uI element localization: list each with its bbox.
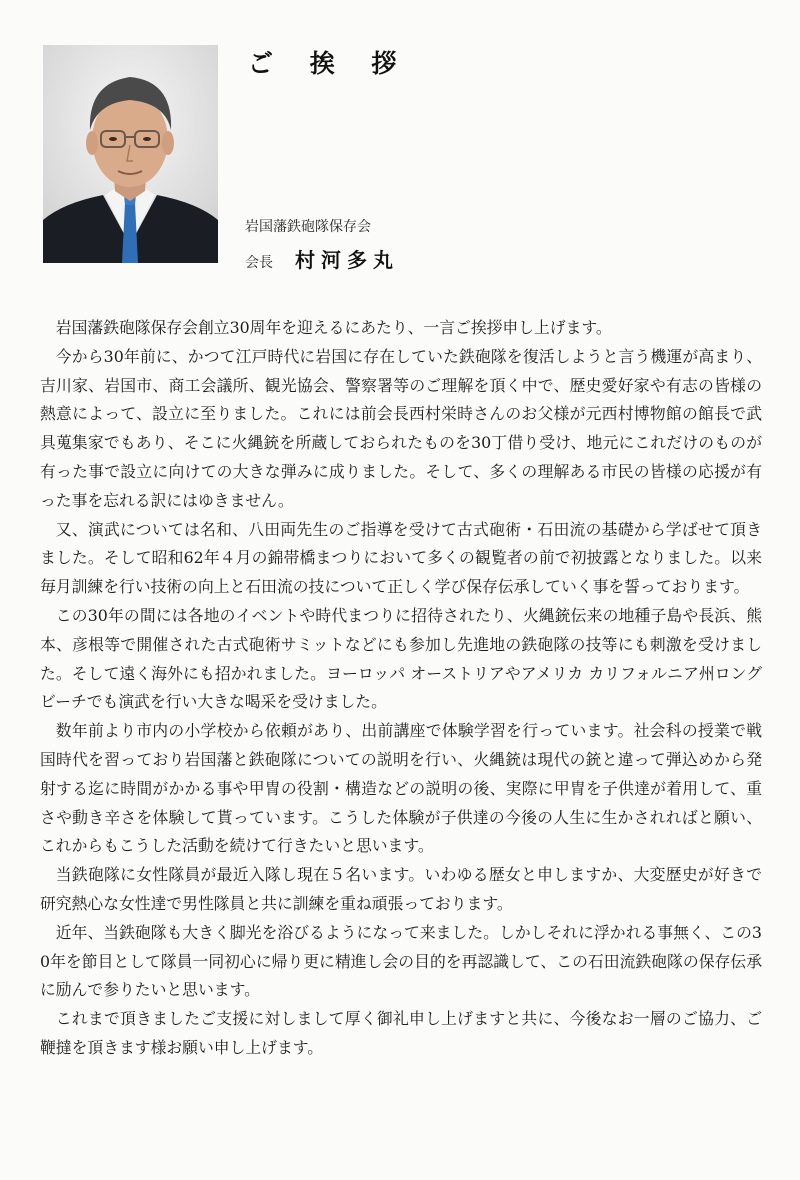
paragraph: 数年前より市内の小学校から依頼があり、出前講座で体験学習を行っています。社会科の授業で戦国時代を習っており岩国藩と鉄砲隊についての説明を行い、火縄銃は現代の銃と違って弾込めから発射する迄に時間がかかる事や甲冑の役割・構造などの説明の後、実際に甲冑を子供達が着用して、重さや動き辛さを体験して貰っています。こうした体験が子供達の今後の人生に生かされればと願い、これからもこうした活動を続けて行きたいと思います。: [40, 721, 762, 856]
paragraph: 岩国藩鉄砲隊保存会創立30周年を迎えるにあたり、一言ご挨拶申し上げます。: [55, 318, 612, 337]
paragraph: これまで頂きましたご支援に対しまして厚く御礼申し上げますと共に、今後なお一層のご協力、ご鞭撻を頂きます様お願い申し上げます。: [40, 1009, 762, 1057]
page-title: ご 挨 拶: [248, 49, 411, 78]
paragraph: 又、演武については名和、八田両先生のご指導を受けて古式砲術・石田流の基礎から学ばせて頂きました。そして昭和62年４月の錦帯橋まつりにおいて多くの観覧者の前で初披露となりました。以来毎月訓練を行い技術の向上と石田流の技について正しく学び保存伝承していく事を誓っております。: [40, 519, 762, 597]
portrait-photo: [43, 45, 218, 263]
portrait-icon: [43, 45, 218, 263]
organization-name: 岩国藩鉄砲隊保存会: [245, 219, 371, 235]
paragraph: 当鉄砲隊に女性隊員が最近入隊し現在５名います。いわゆる歴女と申しますか、大変歴史が好きで研究熱心な女性達で男性隊員と共に訓練を重ね頑張っております。: [40, 865, 762, 913]
paragraph: 近年、当鉄砲隊も大きく脚光を浴びるようになって来ました。しかしそれに浮かれる事無く、この30年を節目として隊員一同初心に帰り更に精進し会の目的を再認識して、この石田流鉄砲隊の保存伝承に励んで参りたいと思います。: [40, 922, 762, 1000]
paragraph: この30年の間には各地のイベントや時代まつりに招待されたり、火縄銃伝来の地種子島や長浜、熊本、彦根等で開催された古式砲術サミットなどにも参加し先進地の鉄砲隊の技等にも刺激を受けました。そして遠く海外にも招かれました。ヨーロッパ オーストリアやアメリカ カリフォルニア州ロングビーチでも演武を行い大きな喝采を受けました。: [40, 605, 762, 712]
greeting-body: [40, 314, 762, 1063]
author-name: 村河多丸: [295, 248, 399, 272]
author-line: [245, 244, 399, 273]
author-role: 会長: [245, 255, 273, 271]
paragraph: 今から30年前に、かつて江戸時代に岩国に存在していた鉄砲隊を復活しようと言う機運が高まり、吉川家、岩国市、商工会議所、観光協会、警察署等のご理解を頂く中で、歴史愛好家や有志の皆様の熱意によって、設立に至りました。これには前会長西村栄時さんのお父様が元西村博物館の館長で武具蒐集家でもあり、そこに火縄銃を所蔵しておられたものを30丁借り受け、地元にこれだけのものが有った事で設立に向けての大きな弾みに成りました。そして、多くの理解ある市民の皆様の応援が有った事を忘れる訳にはゆきません。: [40, 346, 762, 510]
